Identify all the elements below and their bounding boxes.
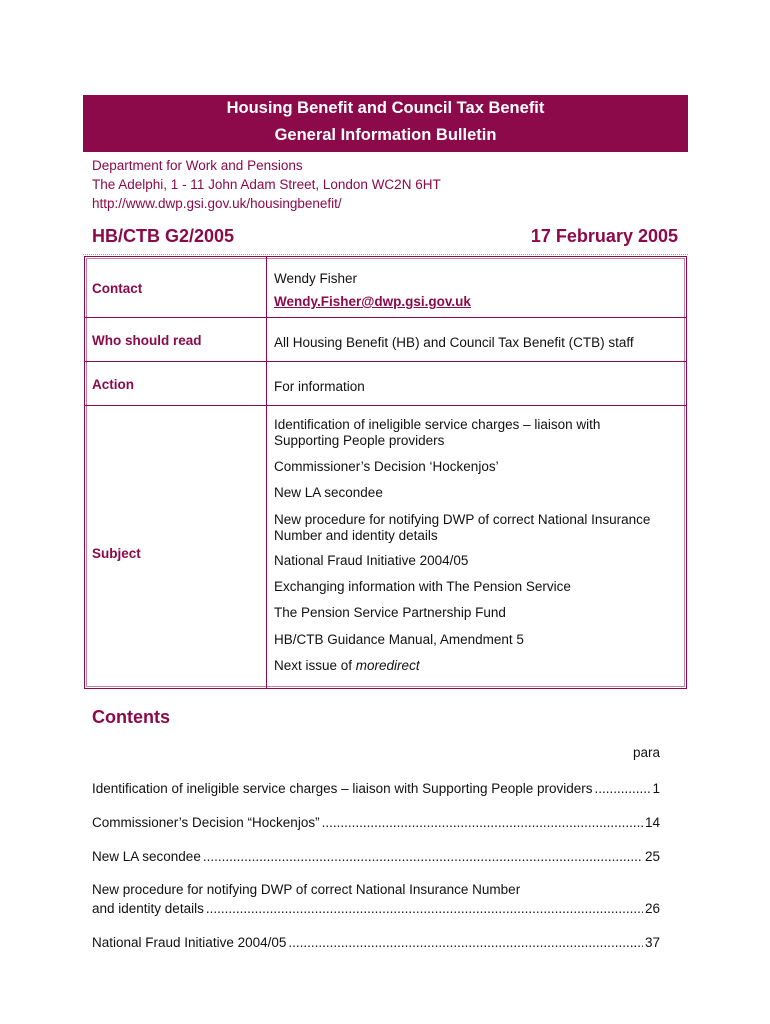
subject-item: Number and identity details (274, 528, 438, 543)
action-value: For information (274, 379, 365, 394)
toc-entry-title: Identification of ineligible service charges – liaison with Supporting People providers (92, 781, 593, 796)
contact-email-link[interactable]: Wendy.Fisher@dwp.gsi.gov.uk (274, 294, 471, 309)
contents-heading: Contents (92, 707, 170, 727)
toc-entry[interactable] (92, 780, 660, 798)
department-block (92, 156, 441, 213)
subject-item: Supporting People providers (274, 433, 445, 448)
toc-leader (206, 900, 643, 918)
department-url[interactable]: http://www.dwp.gsi.gov.uk/housingbenefit/ (92, 196, 342, 211)
subject-item-italic: moredirect (355, 658, 420, 673)
row-divider (85, 317, 686, 318)
toc-entry[interactable] (92, 900, 660, 918)
who-should-read-label: Who should read (92, 333, 202, 348)
toc-entry-title: and identity details (92, 901, 204, 916)
toc-entry-para: 37 (644, 935, 660, 950)
toc-entry-title: National Fraud Initiative 2004/05 (92, 935, 287, 950)
toc-leader (288, 934, 643, 952)
row-divider (85, 405, 686, 406)
subject-item: National Fraud Initiative 2004/05 (274, 553, 469, 568)
subject-item: HB/CTB Guidance Manual, Amendment 5 (274, 632, 524, 647)
subject-item: Commissioner’s Decision ‘Hockenjos’ (274, 459, 499, 474)
toc-entry[interactable] (92, 934, 660, 952)
info-table (84, 256, 687, 689)
bulletin-reference: HB/CTB G2/2005 (92, 226, 235, 246)
divider (83, 254, 688, 255)
subject-item (274, 658, 420, 674)
toc-entry[interactable] (92, 848, 660, 866)
bulletin-banner (83, 95, 688, 152)
subject-item: The Pension Service Partnership Fund (274, 605, 506, 620)
contact-name: Wendy Fisher (274, 271, 358, 286)
bulletin-date: 17 February 2005 (530, 226, 678, 246)
banner-title: Housing Benefit and Council Tax Benefit (226, 99, 545, 117)
department-address: The Adelphi, 1 - 11 John Adam Street, London WC2N 6HT (92, 177, 441, 192)
subject-item: Identification of ineligible service charges – liaison with (274, 417, 601, 432)
subject-item: New LA secondee (274, 485, 383, 500)
row-divider (85, 361, 686, 362)
subject-item-prefix: Next issue of (274, 658, 356, 673)
subject-item: New procedure for notifying DWP of correct National Insurance (274, 512, 651, 527)
toc-leader (595, 780, 651, 798)
banner-subtitle: General Information Bulletin (274, 126, 497, 144)
toc-entry[interactable] (92, 814, 660, 832)
contact-label: Contact (92, 281, 143, 296)
toc-leader (322, 814, 643, 832)
toc-entry-title: Commissioner’s Decision “Hockenjos” (92, 815, 320, 830)
toc-entry-para: 25 (644, 849, 660, 864)
toc-leader (203, 848, 643, 866)
toc-entry-para: 26 (644, 901, 660, 916)
column-divider (266, 257, 267, 688)
action-label: Action (92, 377, 134, 392)
para-column-label: para (632, 745, 660, 760)
subject-item: Exchanging information with The Pension Service (274, 579, 571, 594)
who-should-read-value: All Housing Benefit (HB) and Council Tax Benefit (CTB) staff (274, 335, 634, 350)
toc-entry-para: 1 (652, 781, 660, 796)
toc-entry-title-line1[interactable]: New procedure for notifying DWP of correct National Insurance Number (92, 882, 521, 897)
subject-label: Subject (92, 546, 141, 561)
toc-entry-para: 14 (644, 815, 660, 830)
toc-entry-title: New LA secondee (92, 849, 201, 864)
department-name: Department for Work and Pensions (92, 158, 303, 173)
